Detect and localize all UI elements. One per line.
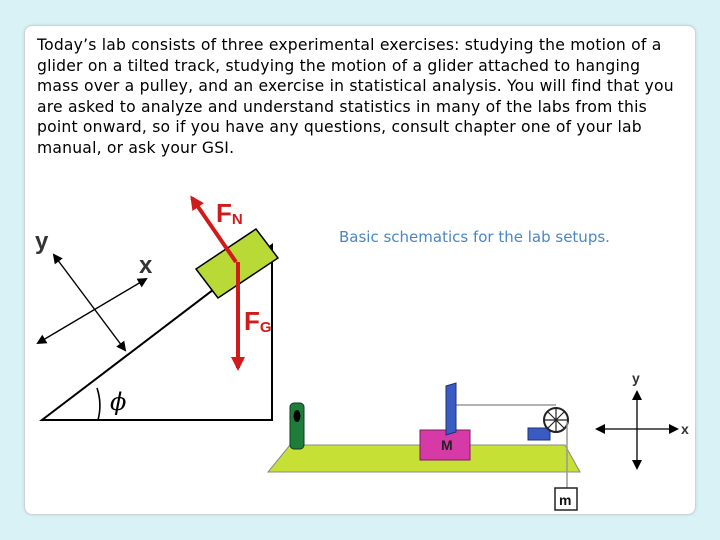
- pulley-diagram: [268, 370, 689, 510]
- normal-force-label: [216, 198, 243, 228]
- bumper-hole-icon: [294, 410, 301, 422]
- gravity-force-label: [244, 306, 272, 336]
- glider-flag: [446, 383, 456, 435]
- normal-force-subscript: N: [231, 211, 243, 228]
- figure-caption: Basic schematics for the lab setups.: [339, 228, 610, 246]
- hanging-mass-label: m: [559, 492, 572, 508]
- x-axis-label: x: [139, 252, 153, 279]
- x-axis-arrow: [38, 279, 146, 343]
- y-axis-label: y: [35, 228, 49, 255]
- gravity-force-subscript: G: [259, 319, 272, 336]
- gravity-force-letter: F: [244, 306, 260, 336]
- pulley-y-axis-label: y: [632, 370, 640, 386]
- track-bumper: [290, 403, 304, 449]
- pulley-x-axis-label: x: [681, 421, 689, 437]
- incline-diagram: [35, 198, 278, 420]
- angle-arc: [97, 388, 100, 420]
- pulley-mount: [528, 428, 550, 440]
- angle-label: ϕ: [110, 388, 127, 416]
- normal-force-letter: F: [216, 198, 232, 228]
- y-axis-arrow: [54, 255, 125, 350]
- intro-paragraph: Today’s lab consists of three experimental exercises: studying the motion of a glider on a tilted track, studying the motion of a glider attached to hanging mass over a pulley, and an exercise in statistical analysis. You will find that you are asked to analyze and understand statistics in many of the labs from this point onward, so if you have any questions, consult chapter one of your lab manual, or ask your GSI.: [37, 36, 674, 157]
- glider-mass-label: M: [441, 437, 453, 453]
